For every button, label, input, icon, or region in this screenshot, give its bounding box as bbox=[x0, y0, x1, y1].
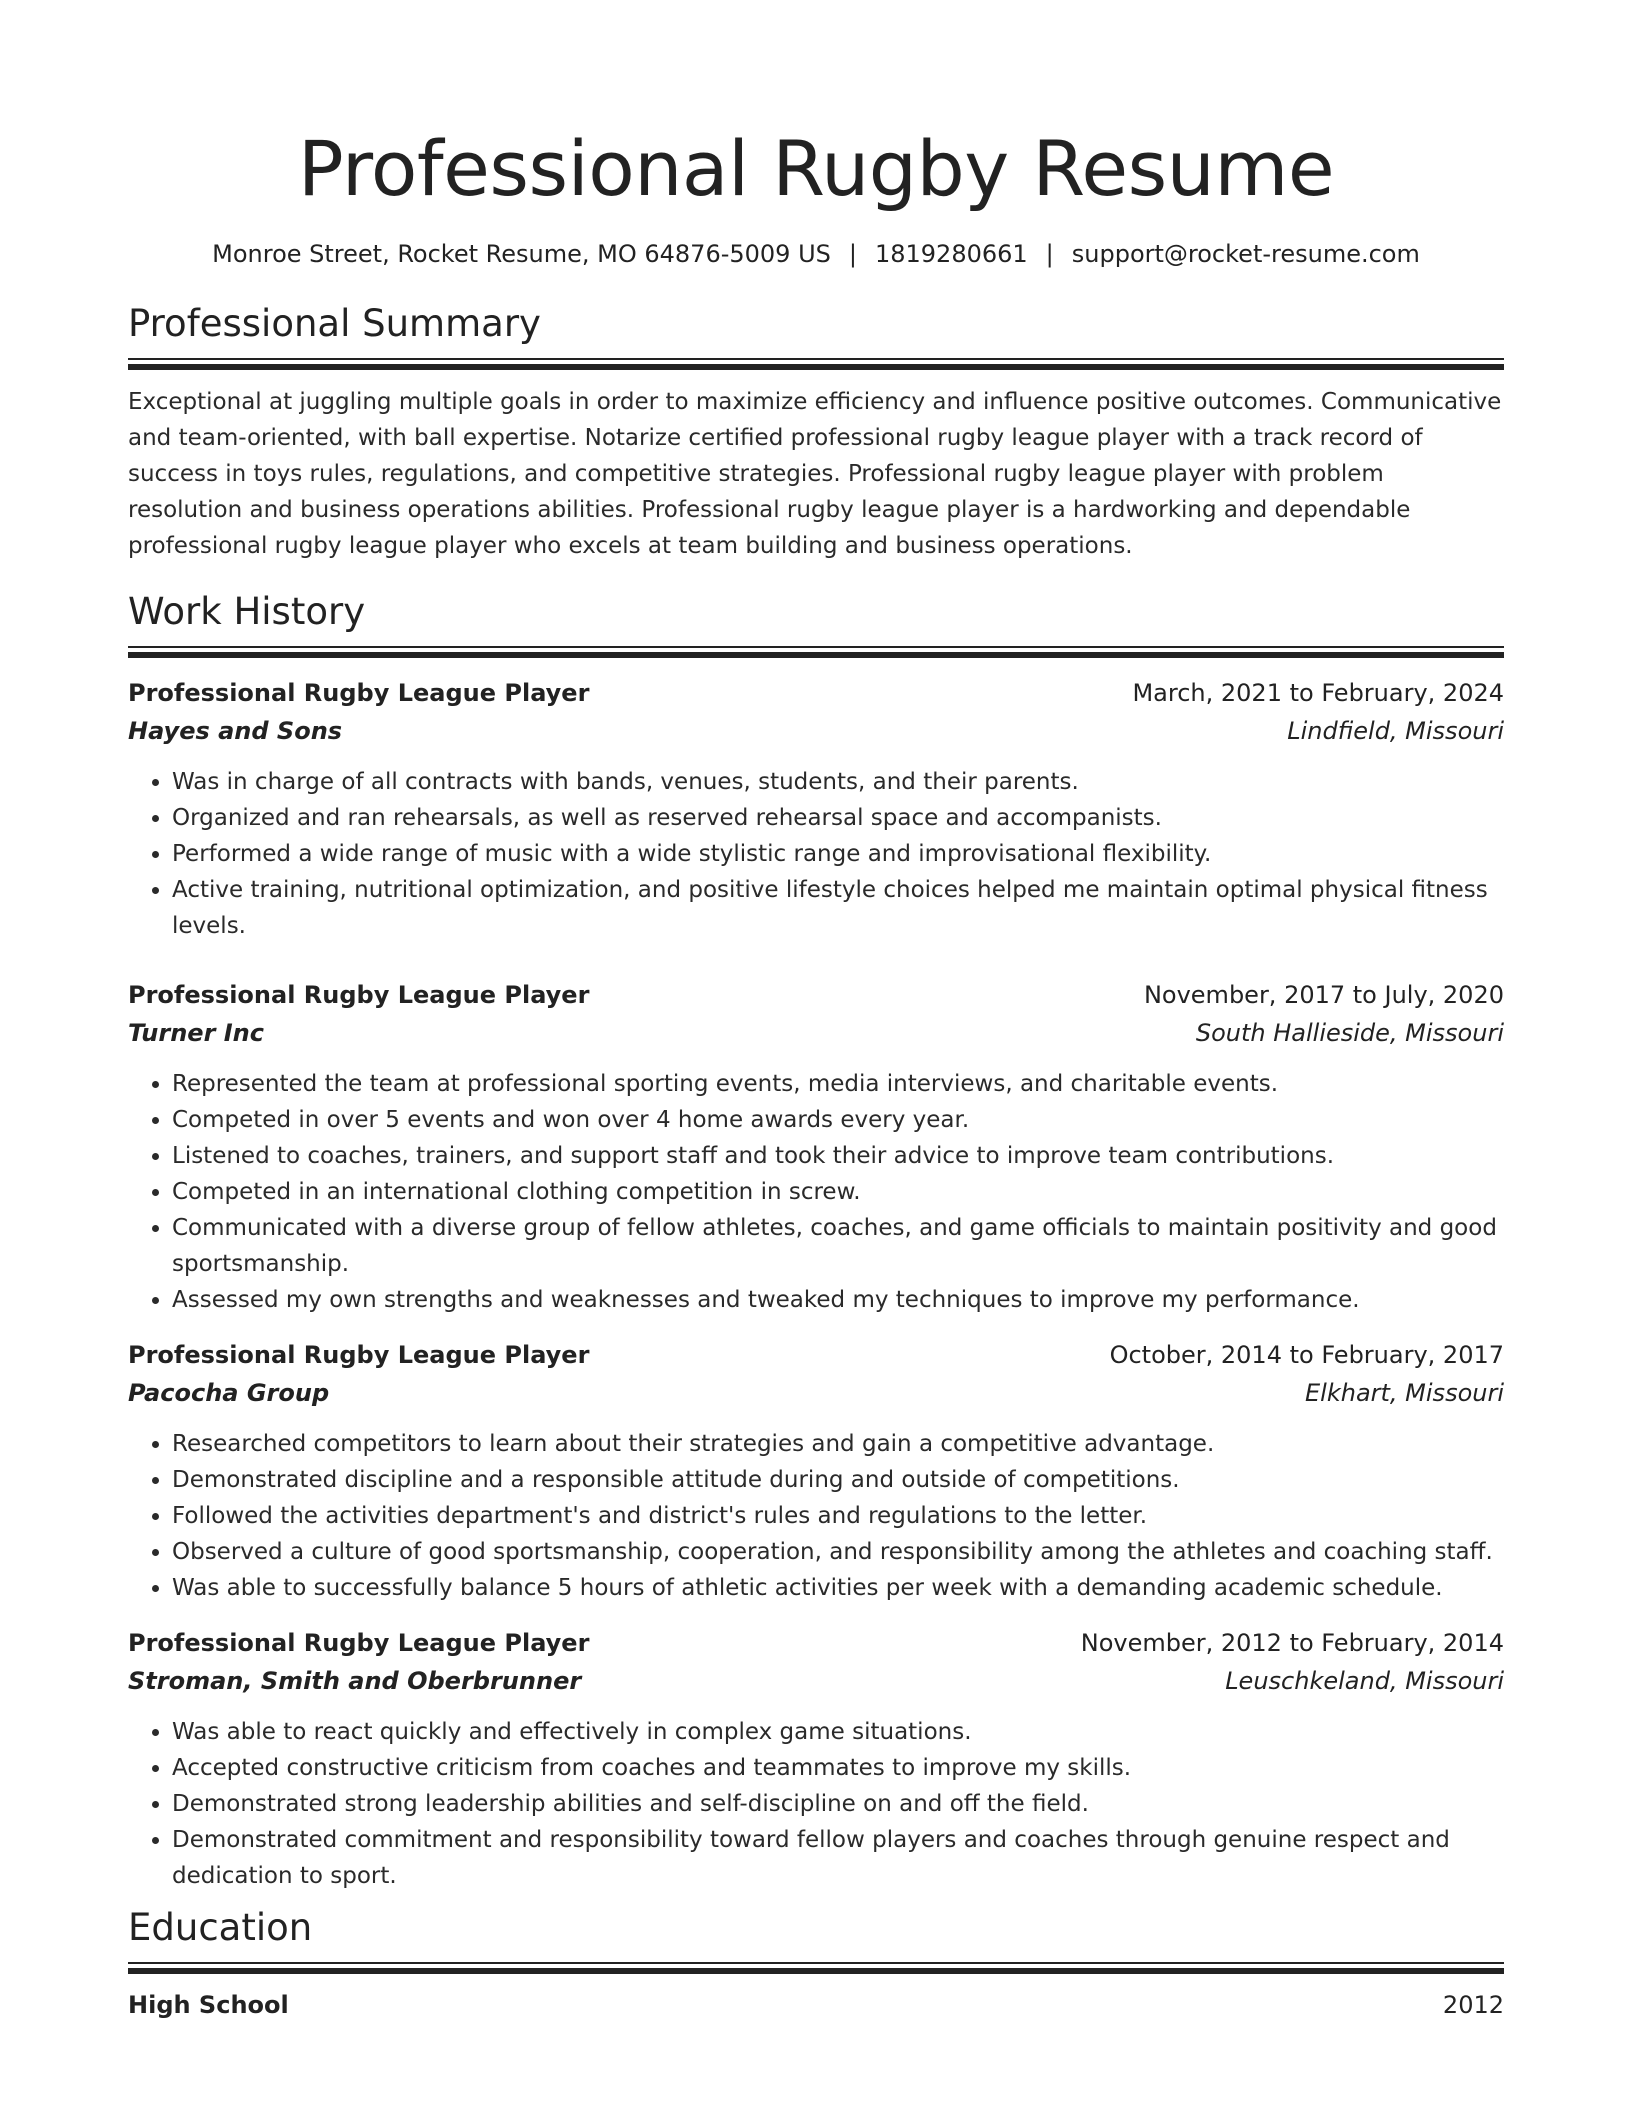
job-header-row bbox=[128, 1624, 1504, 1662]
section-heading-work-history: Work History bbox=[128, 590, 366, 633]
job-title: Professional Rugby League Player bbox=[128, 679, 590, 707]
job-bullet: • Demonstrated discipline and a responsible attitude during and outside of competitions. bbox=[172, 1462, 1504, 1498]
job-bullet: • Was in charge of all contracts with bands, venues, students, and their parents. bbox=[172, 764, 1504, 800]
job-entry bbox=[128, 1336, 1504, 1606]
job-title: Professional Rugby League Player bbox=[128, 981, 590, 1009]
section-heading-summary: Professional Summary bbox=[128, 302, 541, 345]
education-year: 2012 bbox=[1442, 1991, 1504, 2019]
job-bullet: • Communicated with a diverse group of fellow athletes, coaches, and game officials to maintain positivity and good sportsmanship. bbox=[172, 1210, 1504, 1282]
contact-separator: | bbox=[848, 240, 857, 268]
job-location: Elkhart, Missouri bbox=[1305, 1379, 1504, 1407]
job-bullet: • Competed in over 5 events and won over 4 home awards every year. bbox=[172, 1102, 1504, 1138]
job-bullets bbox=[128, 1426, 1504, 1606]
job-bullet: • Researched competitors to learn about their strategies and gain a competitive advantage. bbox=[172, 1426, 1504, 1462]
job-location: Leuschkeland, Missouri bbox=[1225, 1667, 1504, 1695]
section-divider bbox=[128, 1962, 1504, 1974]
education-entry bbox=[128, 1986, 1504, 2024]
job-bullet: • Accepted constructive criticism from coaches and teammates to improve my skills. bbox=[172, 1750, 1504, 1786]
section-heading-education: Education bbox=[128, 1906, 313, 1949]
job-bullet: • Active training, nutritional optimization, and positive lifestyle choices helped me maintain optimal physical fitness levels. bbox=[172, 872, 1504, 944]
job-company: Pacocha Group bbox=[128, 1379, 330, 1407]
job-bullet: • Listened to coaches, trainers, and support staff and took their advice to improve team contributions. bbox=[172, 1138, 1504, 1174]
summary-text: Exceptional at juggling multiple goals in order to maximize efficiency and influence positive outcomes. Communicative and team-oriented, with ball expertise. Notarize certified professional rugby league player with a track record of success in toys rules, regulations, and competitive strategies. Professional rugby league player with problem resolution and business operations abilities. Professional rugby league player is a hardworking and dependable professional rugby league player who excels at team building and business operations. bbox=[128, 389, 1502, 559]
job-bullet: • Competed in an international clothing competition in screw. bbox=[172, 1174, 1504, 1210]
job-bullet: • Performed a wide range of music with a wide stylistic range and improvisational flexibility. bbox=[172, 836, 1504, 872]
education-school: High School bbox=[128, 1991, 289, 2019]
job-title: Professional Rugby League Player bbox=[128, 1629, 590, 1657]
job-bullet: • Was able to react quickly and effectively in complex game situations. bbox=[172, 1714, 1504, 1750]
job-header-row bbox=[128, 674, 1504, 712]
job-bullet: • Followed the activities department's and district's rules and regulations to the letter. bbox=[172, 1498, 1504, 1534]
job-bullets bbox=[128, 764, 1504, 944]
job-dates: March, 2021 to February, 2024 bbox=[1132, 679, 1504, 707]
job-bullet: • Demonstrated strong leadership abilities and self-discipline on and off the field. bbox=[172, 1786, 1504, 1822]
job-header-row bbox=[128, 976, 1504, 1014]
job-dates: November, 2012 to February, 2014 bbox=[1080, 1629, 1504, 1657]
contact-phone: 1819280661 bbox=[874, 240, 1028, 268]
job-company-row bbox=[128, 1014, 1504, 1052]
job-dates: November, 2017 to July, 2020 bbox=[1143, 981, 1504, 1009]
job-bullets bbox=[128, 1714, 1504, 1894]
contact-separator: | bbox=[1045, 240, 1054, 268]
job-bullet: • Organized and ran rehearsals, as well as reserved rehearsal space and accompanists. bbox=[172, 800, 1504, 836]
education-section bbox=[128, 1904, 1504, 2024]
job-company-row bbox=[128, 1662, 1504, 1700]
job-company: Hayes and Sons bbox=[128, 717, 343, 745]
job-dates: October, 2014 to February, 2017 bbox=[1109, 1341, 1504, 1369]
contact-address: Monroe Street, Rocket Resume, MO 64876-5009 US bbox=[212, 240, 831, 268]
job-bullet: • Demonstrated commitment and responsibility toward fellow players and coaches through genuine respect and dedication to sport. bbox=[172, 1822, 1504, 1894]
section-divider bbox=[128, 358, 1504, 370]
job-company: Turner Inc bbox=[128, 1019, 264, 1047]
job-entry bbox=[128, 1624, 1504, 1894]
job-bullet: • Represented the team at professional sporting events, media interviews, and charitable events. bbox=[172, 1066, 1504, 1102]
job-title: Professional Rugby League Player bbox=[128, 1341, 590, 1369]
job-bullet: • Observed a culture of good sportsmanship, cooperation, and responsibility among the athletes and coaching staff. bbox=[172, 1534, 1504, 1570]
job-header-row bbox=[128, 1336, 1504, 1374]
job-company-row bbox=[128, 1374, 1504, 1412]
job-bullet: • Was able to successfully balance 5 hours of athletic activities per week with a demanding academic schedule. bbox=[172, 1570, 1504, 1606]
job-entry bbox=[128, 976, 1504, 1318]
job-company: Stroman, Smith and Oberbrunner bbox=[128, 1667, 582, 1695]
summary-section bbox=[128, 300, 1504, 564]
contact-email: support@rocket-resume.com bbox=[1071, 240, 1420, 268]
job-company-row bbox=[128, 712, 1504, 750]
page-title: Professional Rugby Resume bbox=[297, 124, 1335, 213]
section-divider bbox=[128, 646, 1504, 658]
job-location: South Hallieside, Missouri bbox=[1195, 1019, 1504, 1047]
contact-line bbox=[128, 238, 1504, 270]
resume-page bbox=[128, 0, 1504, 2024]
job-bullets bbox=[128, 1066, 1504, 1318]
work-history-section bbox=[128, 588, 1504, 1894]
job-bullet: • Assessed my own strengths and weaknesses and tweaked my techniques to improve my performance. bbox=[172, 1282, 1504, 1318]
job-entry bbox=[128, 674, 1504, 944]
job-location: Lindfield, Missouri bbox=[1287, 717, 1504, 745]
